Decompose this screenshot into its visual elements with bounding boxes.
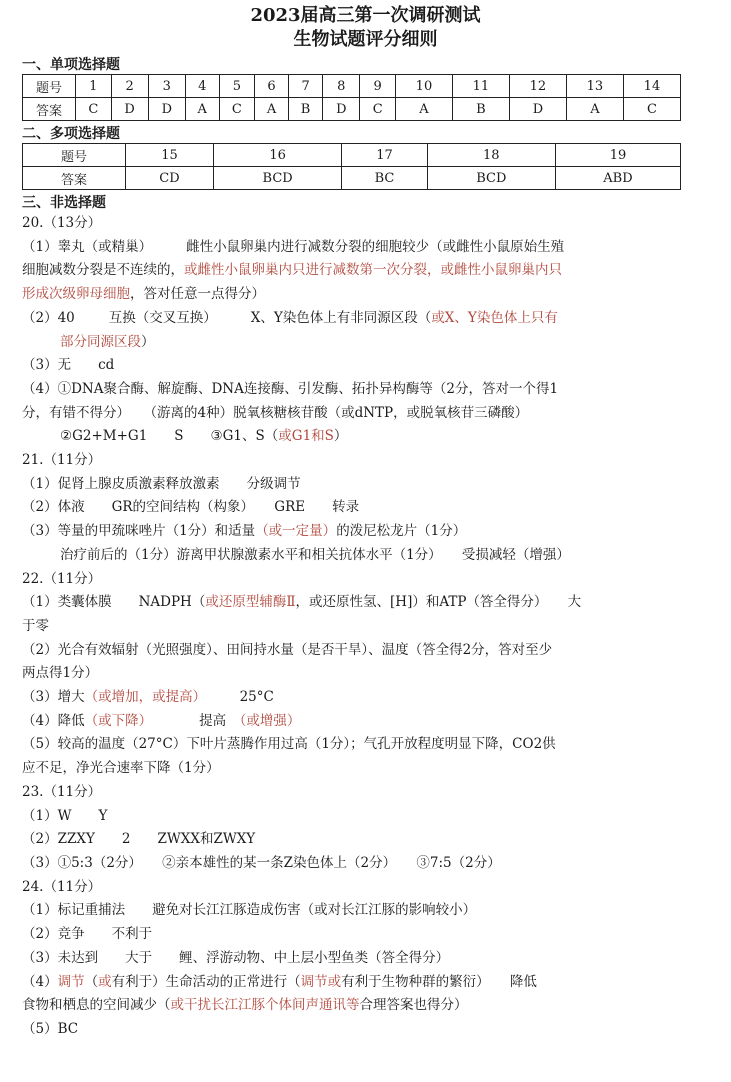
text: 提高 bbox=[172, 712, 240, 729]
answer-line bbox=[22, 686, 683, 710]
q-num: 1 bbox=[76, 75, 112, 98]
q-num: 9 bbox=[360, 75, 396, 98]
answer-line: （3）未达到 大于 鲤、浮游动物、中上层小型鱼类（答全得分） bbox=[22, 949, 450, 966]
section-multi-choice: 二、多项选择题 bbox=[22, 126, 120, 142]
alt-answer: （或一定量） bbox=[255, 523, 337, 540]
answer-line: （3）无 cd bbox=[22, 357, 115, 374]
table-row bbox=[23, 98, 681, 121]
single-choice-table bbox=[22, 74, 681, 121]
table-row bbox=[23, 167, 681, 190]
answer-cell: ABD bbox=[555, 167, 680, 190]
answer-cell: A bbox=[395, 98, 452, 121]
question-head: 22.（11分） bbox=[22, 570, 102, 587]
text: （1）类囊体膜 NADPH（ bbox=[22, 594, 206, 611]
alt-answer: （或下降） bbox=[84, 712, 153, 729]
q-num: 12 bbox=[509, 75, 566, 98]
alt-answer: 或X、Y染色体上只有 bbox=[431, 309, 558, 326]
answer-line: 治疗前后的（1分）游离甲状腺激素水平和相关抗体水平（1分） 受损减轻（增强） bbox=[60, 546, 570, 563]
text: （ bbox=[84, 973, 99, 990]
answer-cell: BC bbox=[342, 167, 427, 190]
alt-answer: 或G1和S bbox=[278, 428, 334, 445]
text: 食物和栖息的空间减少（ bbox=[22, 997, 171, 1014]
text: 有利于）生命活动的正常进行（ bbox=[111, 973, 301, 990]
alt-answer: 或雌性小鼠卵巢内只进行减数第一次分裂，或雌性小鼠卵巢内只 bbox=[184, 262, 562, 279]
table-row bbox=[23, 144, 681, 167]
answer-line: （1）促肾上腺皮质激素释放激素 分级调节 bbox=[22, 475, 301, 492]
text: ） bbox=[141, 333, 155, 350]
question-head: 24.（11分） bbox=[22, 878, 102, 895]
answer-line: 应不足，净光合速率下降（1分） bbox=[22, 760, 220, 777]
answer-cell: A bbox=[255, 98, 289, 121]
question-head: 23.（11分） bbox=[22, 783, 102, 800]
q-num: 7 bbox=[288, 75, 322, 98]
section-single-choice: 一、单项选择题 bbox=[22, 57, 120, 73]
q-num: 2 bbox=[111, 75, 148, 98]
answer-line: （2）ZZXY 2 ZWXX和ZWXY bbox=[22, 831, 256, 848]
answer-line: 分，有错不得分） （游离的4种）脱氧核糖核苷酸（或dNTP，或脱氧核苷三磷酸） bbox=[22, 404, 529, 421]
q-num: 3 bbox=[148, 75, 185, 98]
text: 的泼尼松龙片（1分） bbox=[336, 523, 467, 540]
text: 雌性小鼠卵巢内进行减数分裂的细胞较少（或雌性小鼠原始生殖 bbox=[186, 238, 565, 255]
text: X、Y染色体上有非同源区段（ bbox=[250, 309, 432, 326]
answer-line bbox=[22, 591, 683, 615]
alt-answer: 形成次级卵母细胞 bbox=[22, 286, 130, 303]
answer-line: （5）较高的温度（27°C）下叶片蒸腾作用过高（1分）；气孔开放程度明显下降，CO2供 bbox=[22, 736, 556, 753]
answer-line bbox=[22, 307, 683, 331]
question-head: 20.（13分） bbox=[22, 215, 102, 231]
answer-line bbox=[22, 520, 683, 544]
q-num: 16 bbox=[213, 144, 341, 167]
answer-line bbox=[22, 971, 683, 995]
answer-cell: C bbox=[623, 98, 680, 121]
answer-cell: D bbox=[111, 98, 148, 121]
answer-line bbox=[22, 331, 683, 355]
alt-answer: 或 bbox=[98, 973, 112, 990]
answer-line: （2）光合有效辐射（光照强度）、田间持水量（是否干旱）、温度（答全得2分，答对至少 bbox=[22, 641, 553, 658]
answer-line bbox=[22, 425, 683, 449]
text: 有利于生物种群的繁衍） 降低 bbox=[341, 973, 537, 990]
text: （3）增大 bbox=[22, 689, 85, 706]
answer-line bbox=[22, 710, 683, 734]
answer-line: （3）①5:3（2分） ②亲本雄性的某一条Z染色体上（2分） ③7:5（2分） bbox=[22, 854, 501, 871]
table-head-label: 题号 bbox=[23, 144, 126, 167]
answer-cell: C bbox=[219, 98, 255, 121]
alt-answer: 或还原型辅酶Ⅱ bbox=[205, 594, 296, 611]
q-num: 17 bbox=[342, 144, 427, 167]
answer-line: （4）①DNA聚合酶、解旋酶、DNA连接酶、引发酶、拓扑异构酶等（2分，答对一个得1 bbox=[22, 380, 559, 397]
text: ，答对任意一点得分） bbox=[130, 286, 265, 303]
table-answer-label: 答案 bbox=[23, 98, 76, 121]
q-num: 18 bbox=[427, 144, 555, 167]
answer-line bbox=[22, 283, 683, 307]
answer-cell: D bbox=[509, 98, 566, 121]
answer-line: （2）体液 GR的空间结构（构象） GRE 转录 bbox=[22, 499, 360, 516]
answer-cell: D bbox=[323, 98, 360, 121]
table-row bbox=[23, 75, 681, 98]
text: （4）降低 bbox=[22, 712, 85, 729]
table-head-label: 题号 bbox=[23, 75, 76, 98]
answer-cell: C bbox=[76, 98, 112, 121]
doc-subtitle: 生物试题评分细则 bbox=[293, 29, 438, 50]
answer-cell: BCD bbox=[427, 167, 555, 190]
text: （4） bbox=[22, 973, 58, 990]
alt-answer: （或增强） bbox=[239, 712, 301, 729]
answer-line: （1）标记重捕法 避免对长江江豚造成伤害（或对长江江豚的影响较小） bbox=[22, 902, 477, 919]
answer-line: （2）竞争 不利于 bbox=[22, 926, 153, 943]
answer-cell: B bbox=[288, 98, 322, 121]
text: ，或还原性氢、[H]）和ATP（答全得分） 大 bbox=[295, 594, 582, 611]
text: （2）40 bbox=[22, 309, 75, 326]
text: 细胞减数分裂是不连续的， bbox=[22, 262, 184, 279]
text: ②G2+M+G1 S ③G1、S（ bbox=[60, 428, 279, 445]
q-num: 19 bbox=[555, 144, 680, 167]
answer-line: （5）BC bbox=[22, 1020, 79, 1037]
question-head: 21.（11分） bbox=[22, 452, 102, 469]
alt-answer: 调节或 bbox=[300, 973, 342, 990]
answer-cell: A bbox=[185, 98, 219, 121]
q-num: 14 bbox=[623, 75, 680, 98]
answer-cell: BCD bbox=[213, 167, 341, 190]
alt-answer: 调节 bbox=[57, 973, 85, 990]
answer-line bbox=[22, 994, 683, 1018]
alt-answer: 部分同源区段 bbox=[60, 333, 141, 350]
answer-line: 于零 bbox=[22, 617, 49, 634]
answer-line bbox=[22, 236, 683, 260]
text: 合理答案也得分） bbox=[359, 997, 468, 1014]
multi-choice-table bbox=[22, 143, 681, 190]
q-num: 6 bbox=[255, 75, 289, 98]
text: 互换（交叉互换） bbox=[108, 309, 217, 326]
q-num: 15 bbox=[126, 144, 214, 167]
q-num: 8 bbox=[323, 75, 360, 98]
q-num: 5 bbox=[219, 75, 255, 98]
alt-answer: （或增加，或提高） bbox=[84, 689, 207, 706]
q-num: 11 bbox=[452, 75, 509, 98]
text: ） bbox=[333, 428, 348, 445]
text: 25°C bbox=[226, 689, 274, 706]
doc-title: 2023届高三第一次调研测试 bbox=[250, 5, 481, 26]
answer-cell: A bbox=[566, 98, 623, 121]
answer-body bbox=[22, 212, 683, 1042]
table-answer-label: 答案 bbox=[23, 167, 126, 190]
alt-answer: 或干扰长江江豚个体间声通讯等 bbox=[170, 997, 360, 1014]
answer-line: 两点得1分） bbox=[22, 665, 99, 682]
q-num: 4 bbox=[185, 75, 219, 98]
section-non-choice: 三、非选择题 bbox=[22, 195, 106, 211]
answer-cell: D bbox=[148, 98, 185, 121]
answer-cell: CD bbox=[126, 167, 214, 190]
answer-line bbox=[22, 259, 683, 283]
answer-cell: B bbox=[452, 98, 509, 121]
q-num: 10 bbox=[395, 75, 452, 98]
answer-line: （1）W Y bbox=[22, 807, 108, 824]
q-num: 13 bbox=[566, 75, 623, 98]
text: （1）睾丸（或精巢） bbox=[22, 238, 153, 255]
text: （3）等量的甲巯咪唑片（1分）和适量 bbox=[22, 523, 256, 540]
answer-cell: C bbox=[360, 98, 396, 121]
